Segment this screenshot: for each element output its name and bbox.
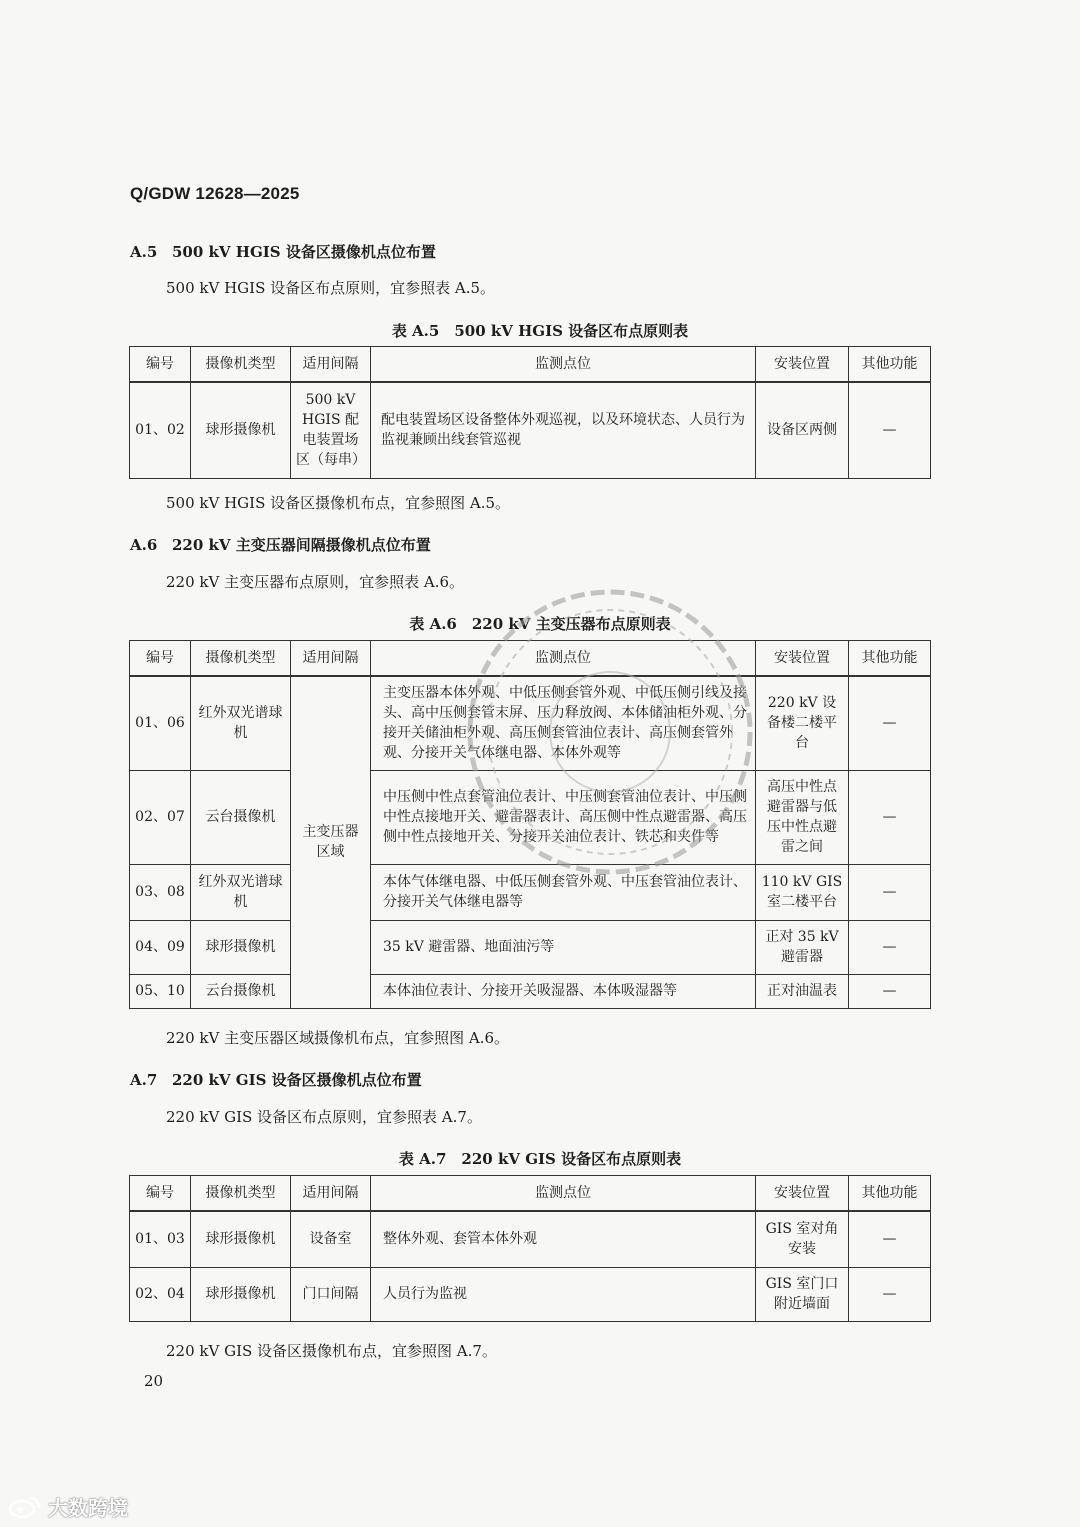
- col-header-camera-type: 摄像机类型: [191, 1176, 291, 1212]
- cell-camera-type: 红外双光谱球机: [191, 676, 291, 770]
- cell-id: 01、03: [130, 1211, 191, 1267]
- col-header-monitor: 监测点位: [371, 641, 756, 677]
- cell-other: —: [849, 770, 931, 864]
- section-a7-note: 220 kV GIS 设备区摄像机布点，宜参照图 A.7。: [166, 1342, 497, 1360]
- cell-camera-type: 红外双光谱球机: [191, 864, 291, 920]
- cell-interval: 500 kV HGIS 配电装置场区（每串）: [291, 382, 371, 478]
- table-row: [130, 1211, 931, 1267]
- weibo-logo-icon: [8, 1494, 42, 1520]
- cell-monitor: 中压侧中性点套管油位表计、中压侧套管油位表计、中压侧中性点接地开关、避雷器表计、高压侧中性点避雷器、高压侧中性点接地开关、分接开关油位表计、铁芯和夹件等: [371, 770, 756, 864]
- cell-location: 设备区两侧: [756, 382, 849, 478]
- table-row: [130, 382, 931, 478]
- cell-camera-type: 球形摄像机: [191, 920, 291, 974]
- cell-monitor: 主变压器本体外观、中低压侧套管外观、中低压侧引线及接头、高中压侧套管末屏、压力释放阀、本体储油柜外观、分接开关储油柜外观、高压侧套管油位表计、高压侧套管外观、分接开关气体继电器、本体外观等: [371, 676, 756, 770]
- table-row: [130, 770, 931, 864]
- table-row: [130, 864, 931, 920]
- col-header-interval: 适用间隔: [291, 1176, 371, 1212]
- cell-monitor: 人员行为监视: [371, 1267, 756, 1321]
- cell-monitor: 本体气体继电器、中低压侧套管外观、中压套管油位表计、分接开关气体继电器等: [371, 864, 756, 920]
- cell-id: 03、08: [130, 864, 191, 920]
- cell-camera-type: 球形摄像机: [191, 382, 291, 478]
- cell-monitor: 35 kV 避雷器、地面油污等: [371, 920, 756, 974]
- table-row: [130, 676, 931, 770]
- cell-camera-type: 云台摄像机: [191, 974, 291, 1008]
- section-number: A.5: [130, 243, 158, 261]
- document-code: Q/GDW 12628—2025: [130, 184, 300, 203]
- col-header-interval: 适用间隔: [291, 347, 371, 383]
- cell-camera-type: 球形摄像机: [191, 1211, 291, 1267]
- cell-location: 高压中性点避雷器与低压中性点避雷之间: [756, 770, 849, 864]
- cell-other: —: [849, 864, 931, 920]
- section-number: A.6: [130, 536, 158, 554]
- cell-id: 02、04: [130, 1267, 191, 1321]
- cell-location: 正对 35 kV 避雷器: [756, 920, 849, 974]
- cell-id: 05、10: [130, 974, 191, 1008]
- cell-other: —: [849, 676, 931, 770]
- brand-watermark: [8, 1492, 128, 1521]
- section-a6-intro: 220 kV 主变压器布点原则，宜参照表 A.6。: [166, 573, 465, 591]
- section-title: 220 kV GIS 设备区摄像机点位布置: [172, 1071, 422, 1089]
- table-row: [130, 920, 931, 974]
- table-a5-caption: 表 A.5 500 kV HGIS 设备区布点原则表: [391, 322, 689, 340]
- col-header-interval: 适用间隔: [291, 641, 371, 677]
- cell-id: 04、09: [130, 920, 191, 974]
- cell-location: GIS 室对角安装: [756, 1211, 849, 1267]
- cell-interval: 主变压器区域: [291, 676, 371, 1008]
- col-header-location: 安装位置: [756, 641, 849, 677]
- section-a7-heading: [130, 1069, 422, 1090]
- cell-other: —: [849, 920, 931, 974]
- section-title: 220 kV 主变压器间隔摄像机点位布置: [172, 536, 431, 554]
- cell-location: GIS 室门口附近墙面: [756, 1267, 849, 1321]
- col-header-monitor: 监测点位: [371, 347, 756, 383]
- section-number: A.7: [130, 1071, 158, 1089]
- col-header-location: 安装位置: [756, 347, 849, 383]
- table-a7-caption: 表 A.7 220 kV GIS 设备区布点原则表: [398, 1150, 682, 1168]
- col-header-monitor: 监测点位: [371, 1176, 756, 1212]
- section-a5-intro: 500 kV HGIS 设备区布点原则，宜参照表 A.5。: [166, 279, 496, 297]
- table-header-row: [130, 1176, 931, 1212]
- cell-location: 220 kV 设备楼二楼平台: [756, 676, 849, 770]
- page-number: 20: [144, 1372, 164, 1390]
- col-header-location: 安装位置: [756, 1176, 849, 1212]
- table-a6: [129, 640, 931, 1009]
- section-a6-heading: [130, 534, 431, 555]
- cell-other: —: [849, 1267, 931, 1321]
- section-title: 500 kV HGIS 设备区摄像机点位布置: [172, 243, 436, 261]
- col-header-camera-type: 摄像机类型: [191, 641, 291, 677]
- col-header-id: 编号: [130, 1176, 191, 1212]
- cell-id: 02、07: [130, 770, 191, 864]
- table-row: [130, 1267, 931, 1321]
- col-header-other: 其他功能: [849, 641, 931, 677]
- cell-monitor: 本体油位表计、分接开关吸湿器、本体吸湿器等: [371, 974, 756, 1008]
- table-a6-caption: 表 A.6 220 kV 主变压器布点原则表: [409, 615, 671, 633]
- table-a5: [129, 346, 931, 479]
- cell-location: 正对油温表: [756, 974, 849, 1008]
- cell-monitor: 配电装置场区设备整体外观巡视，以及环境状态、人员行为监视兼顾出线套管巡视: [371, 382, 756, 478]
- cell-id: 01、02: [130, 382, 191, 478]
- cell-interval: 门口间隔: [291, 1267, 371, 1321]
- cell-other: —: [849, 974, 931, 1008]
- col-header-id: 编号: [130, 347, 191, 383]
- col-header-other: 其他功能: [849, 1176, 931, 1212]
- table-header-row: [130, 347, 931, 383]
- cell-interval: 设备室: [291, 1211, 371, 1267]
- cell-camera-type: 球形摄像机: [191, 1267, 291, 1321]
- cell-other: —: [849, 1211, 931, 1267]
- cell-monitor: 整体外观、套管本体外观: [371, 1211, 756, 1267]
- table-row: [130, 974, 931, 1008]
- col-header-camera-type: 摄像机类型: [191, 347, 291, 383]
- section-a7-intro: 220 kV GIS 设备区布点原则，宜参照表 A.7。: [166, 1108, 482, 1126]
- cell-location: 110 kV GIS 室二楼平台: [756, 864, 849, 920]
- cell-other: —: [849, 382, 931, 478]
- cell-id: 01、06: [130, 676, 191, 770]
- section-a5-note: 500 kV HGIS 设备区摄像机布点，宜参照图 A.5。: [166, 494, 511, 512]
- col-header-id: 编号: [130, 641, 191, 677]
- cell-camera-type: 云台摄像机: [191, 770, 291, 864]
- table-a7: [129, 1175, 931, 1322]
- table-header-row: [130, 641, 931, 677]
- col-header-other: 其他功能: [849, 347, 931, 383]
- section-a6-note: 220 kV 主变压器区域摄像机布点，宜参照图 A.6。: [166, 1029, 510, 1047]
- section-a5-heading: [130, 241, 436, 262]
- brand-name: 大数跨境: [48, 1496, 128, 1520]
